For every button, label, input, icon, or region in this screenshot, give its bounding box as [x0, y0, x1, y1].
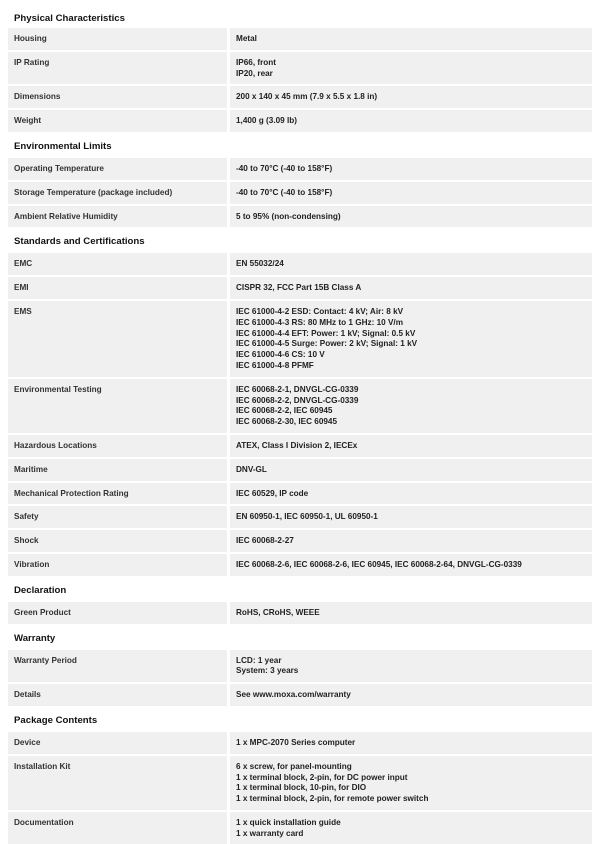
- spec-label: EMS: [8, 301, 227, 377]
- spec-value-line: System: 3 years: [236, 666, 299, 676]
- section-title-warranty: Warranty: [14, 632, 56, 644]
- spec-value-line: 1 x terminal block, 2-pin, for DC power input: [236, 772, 408, 782]
- spec-row-mechanical-protection-rating: [8, 483, 592, 505]
- spec-value-line: 1 x MPC-2070 Series computer: [236, 737, 356, 747]
- spec-value: [230, 483, 592, 505]
- spec-row-safety: [8, 506, 592, 528]
- spec-value: [230, 732, 592, 754]
- spec-row-installation-kit: [8, 756, 592, 810]
- spec-value-line: IEC 60068-2-27: [236, 536, 294, 546]
- spec-label: Ambient Relative Humidity: [8, 206, 227, 228]
- spec-value: [230, 554, 592, 576]
- spec-value-line: Metal: [236, 34, 257, 43]
- spec-row-green-product: [8, 602, 592, 624]
- section-title-package-contents: Package Contents: [14, 714, 98, 726]
- spec-value-line: -40 to 70°C (-40 to 158°F): [236, 163, 333, 173]
- spec-value: [230, 110, 592, 132]
- spec-row-emi: [8, 277, 592, 299]
- spec-label: EMC: [8, 253, 227, 275]
- spec-value-line: IP66, front: [236, 57, 277, 67]
- spec-value-line: 5 to 95% (non-condensing): [236, 211, 341, 221]
- spec-label: Environmental Testing: [8, 379, 227, 433]
- spec-value-line: IEC 61000-4-8 PFMF: [236, 360, 314, 370]
- spec-label: Documentation: [8, 812, 227, 844]
- spec-value-line: -40 to 70°C (-40 to 158°F): [236, 187, 333, 197]
- spec-value-line: 1 x terminal block, 2-pin, for remote power switch: [236, 794, 429, 804]
- spec-label: Weight: [8, 110, 227, 132]
- spec-value: [230, 684, 592, 706]
- spec-value-line: ATEX, Class I Division 2, IECEx: [236, 440, 358, 450]
- spec-value-line: IEC 61000-4-2 ESD: Contact: 4 kV; Air: 8 kV: [236, 306, 404, 316]
- spec-value-line: 6 x screw, for panel-mounting: [236, 761, 352, 771]
- spec-value-line: IEC 60068-2-2, IEC 60945: [236, 406, 333, 416]
- spec-row-device: [8, 732, 592, 754]
- spec-value-line: IEC 60068-2-6, IEC 60068-2-6, IEC 60945, IEC 60068-2-64, DNVGL-CG-0339: [236, 559, 522, 569]
- spec-label: Green Product: [8, 602, 227, 624]
- spec-value-line: 1 x quick installation guide: [236, 817, 341, 827]
- spec-value: [230, 182, 592, 204]
- spec-value: [230, 277, 592, 299]
- section-title-declaration: Declaration: [14, 584, 67, 596]
- spec-row-operating-temperature: [8, 158, 592, 180]
- spec-row-ems: [8, 301, 592, 377]
- spec-row-shock: [8, 530, 592, 552]
- spec-label: Device: [8, 732, 227, 754]
- spec-label: Safety: [8, 506, 227, 528]
- spec-value-line: RoHS, CRoHS, WEEE: [236, 607, 320, 617]
- spec-value-line: DNV-GL: [236, 464, 267, 474]
- spec-value: [230, 206, 592, 228]
- spec-value-line: IEC 61000-4-4 EFT: Power: 1 kV; Signal: 0.5 kV: [236, 328, 416, 338]
- spec-value-line: IEC 60068-2-1, DNVGL-CG-0339: [236, 384, 359, 394]
- spec-value-line: IEC 61000-4-3 RS: 80 MHz to 1 GHz: 10 V/m: [236, 317, 403, 327]
- section-title-physical-characteristics: Physical Characteristics: [14, 13, 125, 24]
- spec-value-line: EN 60950-1, IEC 60950-1, UL 60950-1: [236, 512, 378, 522]
- spec-label: Maritime: [8, 459, 227, 481]
- spec-label: Hazardous Locations: [8, 435, 227, 457]
- spec-value-line: CISPR 32, FCC Part 15B Class A: [236, 283, 362, 293]
- spec-value-line: IEC 60068-2-30, IEC 60945: [236, 417, 338, 427]
- spec-row-maritime: [8, 459, 592, 481]
- spec-value: [230, 301, 592, 377]
- spec-value-line: 1,400 g (3.09 lb): [236, 116, 297, 126]
- spec-value: [230, 506, 592, 528]
- spec-label: Mechanical Protection Rating: [8, 483, 227, 505]
- spec-row-environmental-testing: [8, 379, 592, 433]
- spec-value: [230, 28, 592, 50]
- spec-label: Shock: [8, 530, 227, 552]
- spec-label: EMI: [8, 277, 227, 299]
- spec-label: Storage Temperature (package included): [8, 182, 227, 204]
- spec-value-line: 1 x terminal block, 10-pin, for DIO: [236, 783, 367, 793]
- spec-value-line: 200 x 140 x 45 mm (7.9 x 5.5 x 1.8 in): [236, 92, 378, 102]
- spec-label: Dimensions: [8, 86, 227, 108]
- spec-label: IP Rating: [8, 52, 227, 85]
- spec-value: [230, 602, 592, 624]
- spec-row-warranty-period: [8, 650, 592, 683]
- spec-row-emc: [8, 253, 592, 275]
- spec-row-vibration: [8, 554, 592, 576]
- spec-value: [230, 86, 592, 108]
- spec-value-line: EN 55032/24: [236, 259, 284, 269]
- spec-value-line: IP20, rear: [236, 68, 273, 78]
- spec-value-line: See www.moxa.com/warranty: [236, 690, 351, 700]
- spec-value: [230, 459, 592, 481]
- spec-label: Housing: [8, 28, 227, 50]
- spec-row-weight: [8, 110, 592, 132]
- spec-label: Operating Temperature: [8, 158, 227, 180]
- spec-value: [230, 650, 592, 683]
- spec-row-housing: [8, 28, 592, 50]
- spec-row-hazardous-locations: [8, 435, 592, 457]
- spec-value-line: LCD: 1 year: [236, 655, 282, 665]
- spec-label: Details: [8, 684, 227, 706]
- spec-value-line: IEC 60529, IP code: [236, 488, 309, 498]
- section-title-environmental-limits: Environmental Limits: [14, 140, 112, 152]
- spec-value-line: IEC 60068-2-2, DNVGL-CG-0339: [236, 395, 359, 405]
- section-title-standards-and-certifications: Standards and Certifications: [14, 236, 145, 248]
- spec-value-line: IEC 61000-4-6 CS: 10 V: [236, 350, 325, 360]
- spec-label: Vibration: [8, 554, 227, 576]
- spec-row-ip-rating: [8, 52, 592, 85]
- spec-value: [230, 158, 592, 180]
- spec-value: [230, 756, 592, 810]
- spec-value: [230, 379, 592, 433]
- spec-value: [230, 253, 592, 275]
- spec-label: Warranty Period: [8, 650, 227, 683]
- spec-row-ambient-relative-humidity: [8, 206, 592, 228]
- spec-value: [230, 530, 592, 552]
- spec-value-line: 1 x warranty card: [236, 828, 304, 838]
- spec-value: [230, 52, 592, 85]
- spec-row-dimensions: [8, 86, 592, 108]
- spec-value-line: IEC 61000-4-5 Surge: Power: 2 kV; Signal: 1 kV: [236, 339, 418, 349]
- spec-row-storage-temperature-package-included: [8, 182, 592, 204]
- spec-row-details: [8, 684, 592, 706]
- spec-value: [230, 435, 592, 457]
- spec-label: Installation Kit: [8, 756, 227, 810]
